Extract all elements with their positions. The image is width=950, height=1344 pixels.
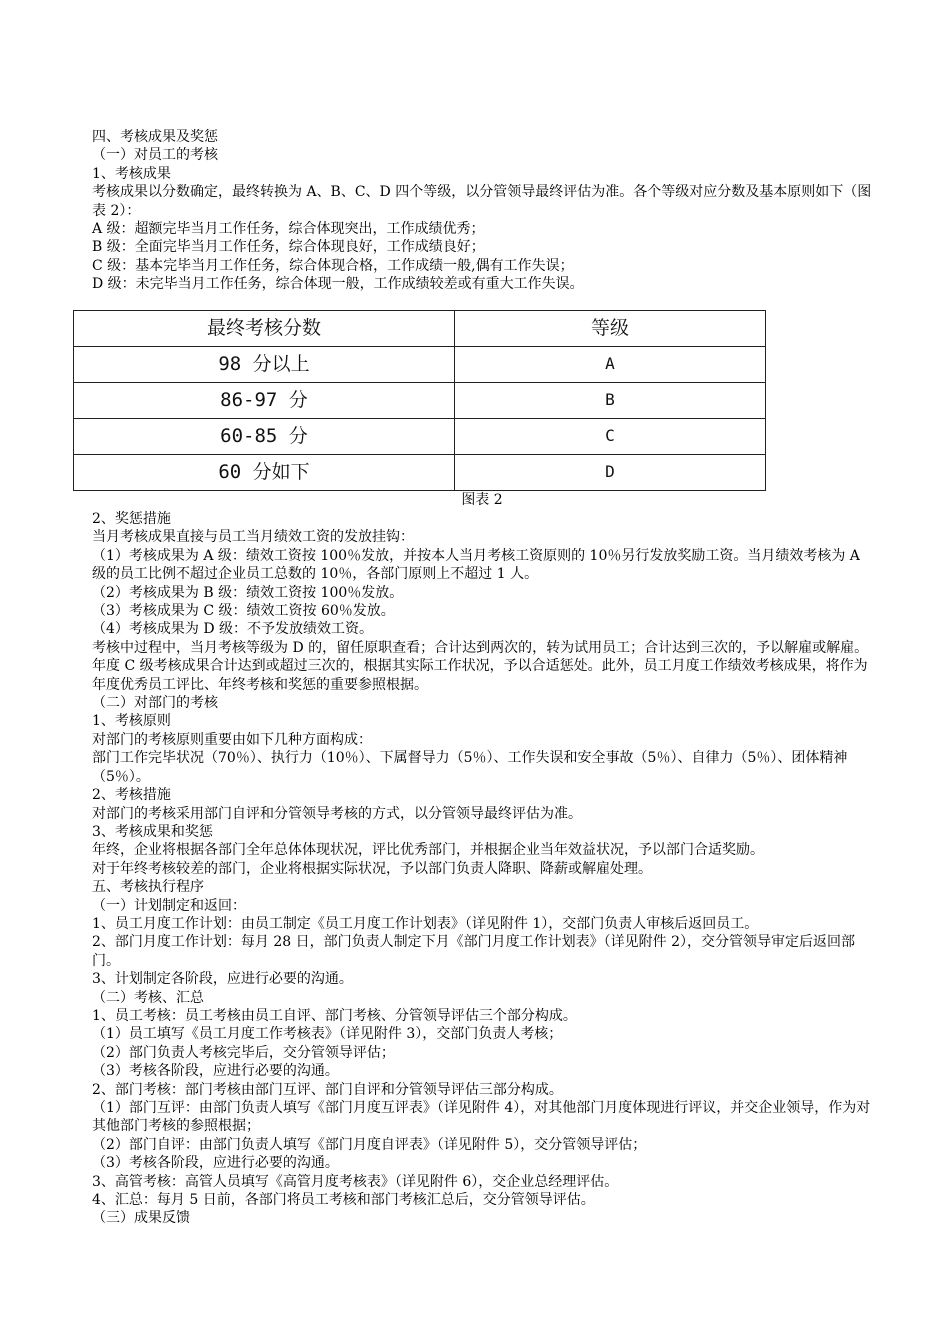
paragraph: （1）考核成果为 A 级：绩效工资按 100％发放，并按本人当月考核工资原则的 10％另行发放奖励工资。当月绩效考核为 A 级的员工比例不超过企业员工总数的 10％，各部门原则上不超过 1 人。 [92, 547, 860, 583]
paragraph: 1、员工月度工作计划：由员工制定《员工月度工作计划表》（详见附件 1），交部门负责人审核后返回员工。 [92, 915, 759, 932]
paragraph: 考核成果以分数确定，最终转换为 A、B、C、D 四个等级，以分管领导最终评估为准。各个等级对应分数及基本原则如下（图表 2）： [92, 184, 872, 219]
paragraph: 3、高管考核：高管人员填写《高管月度考核表》（详见附件 6），交企业总经理评估。 [92, 1173, 619, 1190]
paragraph: 当月考核成果直接与员工当月绩效工资的发放挂钩： [92, 529, 414, 546]
table-cell: B [455, 383, 766, 419]
section-heading: 四、考核成果及奖惩 [92, 129, 218, 145]
subsection-heading: （三）成果反馈 [92, 1210, 190, 1227]
paragraph: （2）部门自评：由部门负责人填写《部门月度自评表》（详见附件 5），交分管领导评估； [92, 1136, 647, 1153]
document-body [92, 510, 872, 1228]
paragraph: 对部门的考核采用部门自评和分管领导考核的方式，以分管领导最终评估为准。 [92, 805, 582, 822]
paragraph: 年终，企业将根据各部门全年总体体现状况，评比优秀部门，并根据企业当年效益状况，予以部门合适奖励。 [92, 842, 764, 859]
section-heading: 五、考核执行程序 [92, 879, 204, 896]
table-row [74, 455, 766, 491]
subsection-heading: （一）对员工的考核 [92, 147, 218, 164]
item-heading: 3、考核成果和奖惩 [92, 823, 213, 840]
paragraph: 4、汇总：每月 5 日前，各部门将员工考核和部门考核汇总后，交分管领导评估。 [92, 1192, 595, 1209]
subsection-heading: （一）计划制定和返回： [92, 897, 246, 914]
paragraph: 考核中过程中，当月考核等级为 D 的，留任原职查看；合计达到两次的，转为试用员工；合计达到三次的，予以解雇或解雇。年度 C 级考核成果合计达到或超过三次的，根据其实际工作状况，予以合适惩处。此外，员工月度工作绩效考核成果，将作为年度优秀员工评比、年终考核和奖惩的重要参照根据。 [92, 639, 869, 693]
paragraph: （2）部门负责人考核完毕后，交分管领导评估； [92, 1044, 395, 1061]
paragraph: （2）考核成果为 B 级：绩效工资按 100％发放。 [92, 584, 404, 601]
paragraph: （3）考核各阶段，应进行必要的沟通。 [92, 1155, 339, 1172]
paragraph: 2、部门考核：部门考核由部门互评、部门自评和分管领导评估三部分构成。 [92, 1081, 563, 1098]
table-cell: 60 分如下 [74, 455, 455, 491]
table-header-cell: 等级 [455, 311, 766, 347]
paragraph: 3、计划制定各阶段，应进行必要的沟通。 [92, 971, 353, 988]
item-heading: 1、考核成果 [92, 165, 171, 182]
paragraph: 对于年终考核较差的部门，企业将根据实际状况，予以部门负责人降职、降薪或解雇处理。 [92, 860, 652, 877]
table-cell: A [455, 347, 766, 383]
table-row [74, 383, 766, 419]
table-cell: 86-97 分 [74, 383, 455, 419]
item-heading: 1、考核原则 [92, 713, 171, 730]
paragraph: （4）考核成果为 D 级：不予发放绩效工资。 [92, 621, 374, 638]
paragraph: （1）部门互评：由部门负责人填写《部门月度互评表》（详见附件 4），对其他部门月度体现进行评议，并交企业领导，作为对其他部门考核的参照根据； [92, 1100, 871, 1135]
paragraph: （3）考核成果为 C 级：绩效工资按 60％发放。 [92, 603, 395, 620]
paragraph: 部门工作完毕状况（70％）、执行力（10％）、下属督导力（5％）、工作失误和安全事故（5％）、自律力（5％）、团体精神（5％）。 [92, 750, 848, 785]
grade-description: D 级：未完毕当月工作任务，综合体现一般，工作成绩较差或有重大工作失误。 [92, 276, 584, 293]
grade-description: A 级：超额完毕当月工作任务，综合体现突出，工作成绩优秀； [92, 221, 485, 238]
paragraph: 1、员工考核：员工考核由员工自评、部门考核、分管领导评估三个部分构成。 [92, 1007, 577, 1024]
grade-description: C 级：基本完毕当月工作任务，综合体现合格，工作成绩一般,偶有工作失误； [92, 257, 574, 274]
paragraph: （3）考核各阶段，应进行必要的沟通。 [92, 1063, 339, 1080]
item-heading: 2、奖惩措施 [92, 511, 171, 527]
table-cell: 98 分以上 [74, 347, 455, 383]
table-cell: D [455, 455, 766, 491]
table-row [74, 419, 766, 455]
table-caption: 图表 2 [461, 492, 503, 508]
table-cell: C [455, 419, 766, 455]
table-header-cell: 最终考核分数 [74, 311, 455, 347]
grade-description: B 级：全面完毕当月工作任务，综合体现良好，工作成绩良好； [92, 239, 485, 256]
table-row [74, 347, 766, 383]
paragraph: 2、部门月度工作计划：每月 28 日，部门负责人制定下月《部门月度工作计划表》（详见附件 2），交分管领导审定后返回部门。 [92, 934, 855, 969]
paragraph: （1）员工填写《员工月度工作考核表》（详见附件 3），交部门负责人考核； [92, 1026, 563, 1043]
subsection-heading: （二）考核、汇总 [92, 989, 204, 1006]
table-header-row [74, 311, 766, 347]
table-cell: 60-85 分 [74, 419, 455, 455]
paragraph: 对部门的考核原则重要由如下几种方面构成： [92, 731, 372, 748]
grade-table [73, 310, 766, 491]
document-page [92, 128, 872, 1227]
item-heading: 2、考核措施 [92, 787, 171, 804]
subsection-heading: （二）对部门的考核 [92, 695, 218, 712]
